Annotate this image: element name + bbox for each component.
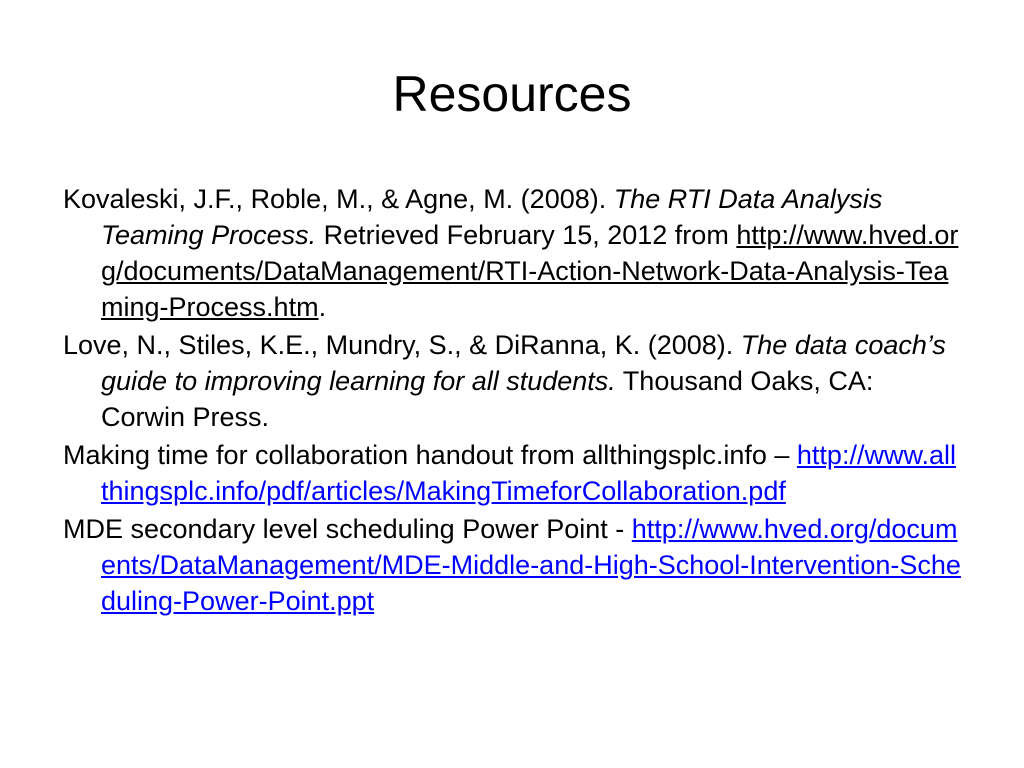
reference-title: The data coach’s guide to improving learning for all students.	[101, 330, 946, 396]
slide-title: Resources	[392, 66, 632, 122]
reference-link-rti[interactable]: http://www.hved.org/documents/DataManagement/RTI-Action-Network-Data-Analysis-Teaming-Process.htm	[101, 220, 959, 322]
reference-link-allthingsplc[interactable]: http://www.allthingsplc.info/pdf/articles/MakingTimeforCollaboration.pdf	[101, 440, 956, 506]
reference-retrieved: Retrieved February 15, 2012 from	[316, 220, 737, 250]
reference-love	[63, 327, 963, 435]
reference-period: .	[318, 292, 327, 322]
reference-description: Making time for collaboration handout from allthingsplc.info –	[63, 440, 797, 470]
reference-mde	[63, 511, 963, 619]
reference-publisher: Thousand Oaks, CA: Corwin Press.	[101, 366, 874, 432]
reference-authors: Kovaleski, J.F., Roble, M., & Agne, M. (2008).	[63, 184, 614, 214]
reference-description: MDE secondary level scheduling Power Point -	[63, 514, 632, 544]
reference-link-mde[interactable]: http://www.hved.org/documents/DataManagement/MDE-Middle-and-High-School-Intervention-Scheduling-Power-Point.ppt	[101, 514, 961, 616]
reference-title: The RTI Data Analysis Teaming Process.	[101, 184, 883, 250]
reference-making-time	[63, 437, 963, 509]
reference-list	[63, 181, 963, 621]
reference-kovaleski	[63, 181, 963, 325]
reference-authors: Love, N., Stiles, K.E., Mundry, S., & DiRanna, K. (2008).	[63, 330, 741, 360]
